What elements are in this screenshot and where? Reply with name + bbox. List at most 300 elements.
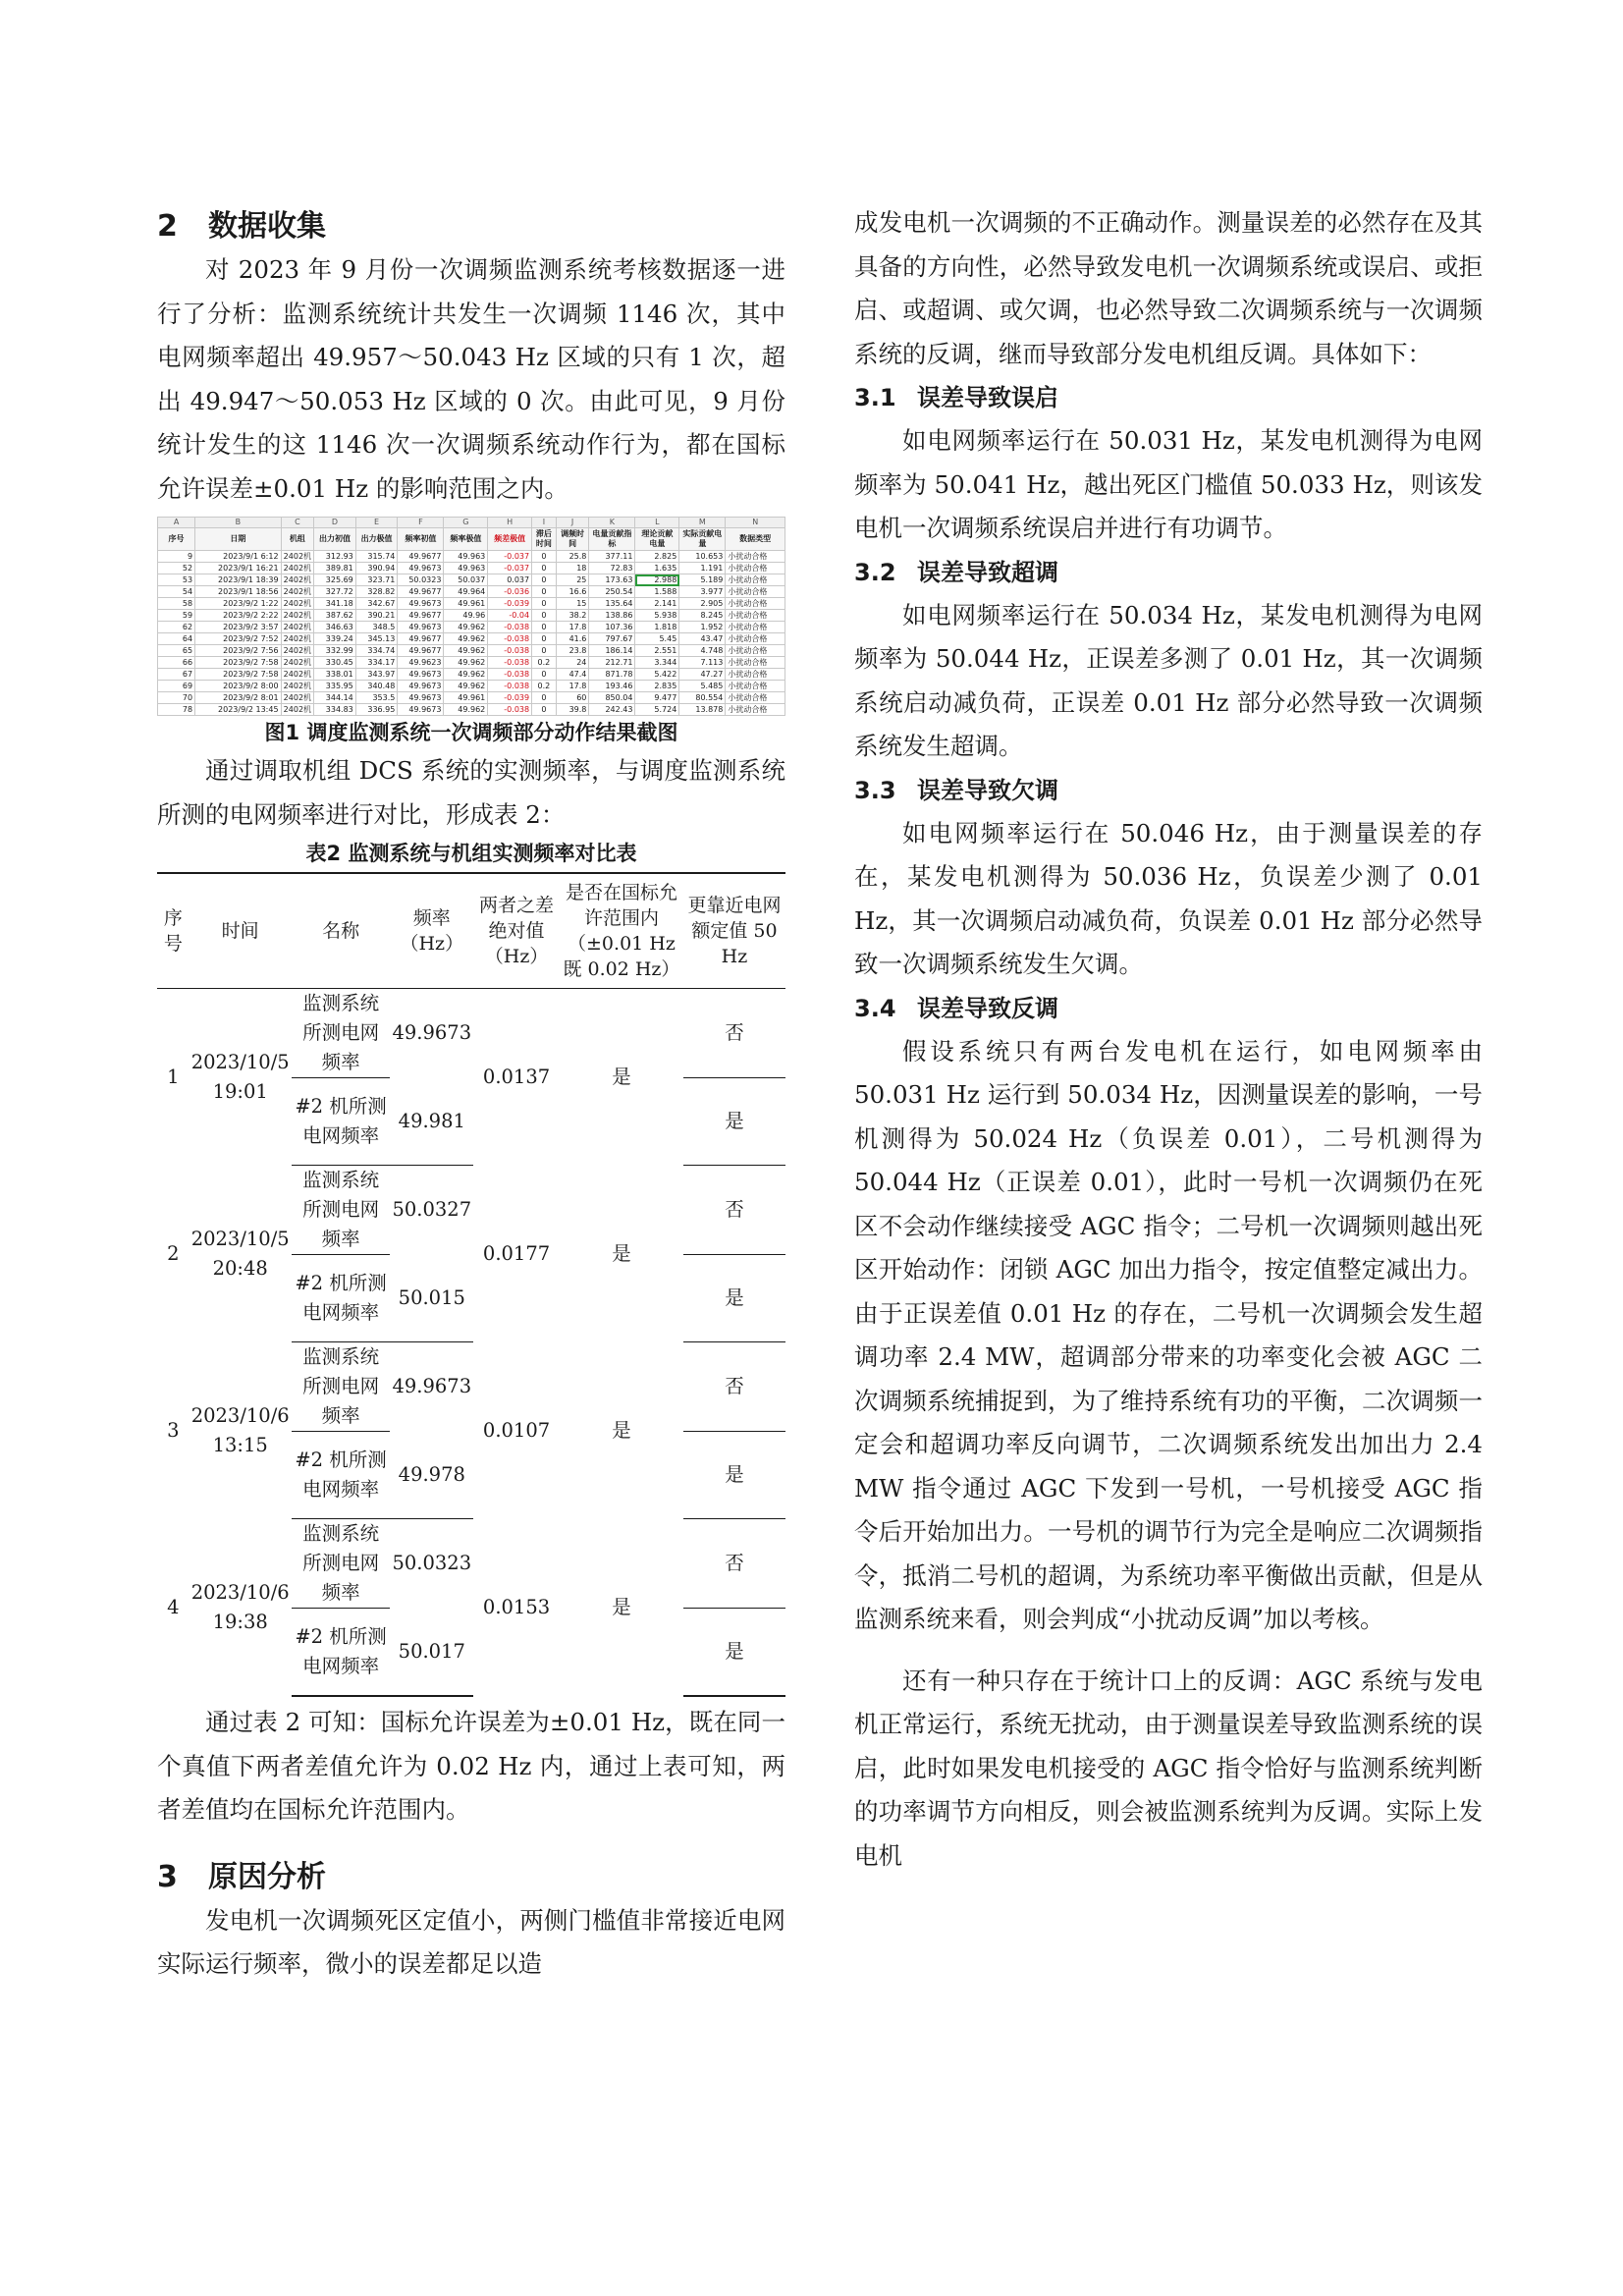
sheet-cell[interactable]: 49.9623 xyxy=(398,657,444,669)
table-header: 名称 xyxy=(292,873,391,989)
sheet-cell[interactable]: 18 xyxy=(556,563,589,574)
row-name: 监测系统所测电网频率 xyxy=(292,1519,391,1609)
subsection-3-1-text: 如电网频率运行在 50.031 Hz，某发电机测得为电网频率为 50.041 Hz，越出死区门槛值 50.033 Hz，则该发电机一次调频系统误启并进行有功调节。 xyxy=(854,426,1483,542)
sheet-cell[interactable]: 1.952 xyxy=(679,622,726,633)
sheet-cell[interactable]: 7.113 xyxy=(679,657,726,669)
sheet-cell[interactable]: 389.81 xyxy=(314,563,356,574)
sheet-cell[interactable]: 43.47 xyxy=(679,633,726,645)
sheet-cell[interactable]: 871.78 xyxy=(589,669,635,681)
figure-1 xyxy=(157,517,785,749)
column-letter[interactable]: H xyxy=(488,518,532,528)
row-time: 2023/10/6 13:15 xyxy=(190,1403,290,1456)
row-number: 2 xyxy=(167,1241,180,1265)
sheet-cell[interactable]: 53 xyxy=(158,574,195,586)
sheet-header-cell[interactable]: 数据类型 xyxy=(726,528,785,551)
sheet-cell[interactable]: 242.43 xyxy=(589,704,635,716)
row-difference: 0.0137 xyxy=(482,1065,551,1088)
sheet-cell[interactable]: 315.74 xyxy=(355,551,398,563)
sheet-cell[interactable]: 49.964 xyxy=(444,586,488,598)
sheet-cell[interactable]: 62 xyxy=(158,622,195,633)
sheet-cell[interactable]: 2.141 xyxy=(635,598,679,610)
sheet-cell[interactable]: 0.2 xyxy=(532,681,557,692)
sheet-cell[interactable]: 107.36 xyxy=(589,622,635,633)
column-letter[interactable]: K xyxy=(589,518,635,528)
sheet-cell[interactable]: 335.95 xyxy=(314,681,356,692)
row-number: 3 xyxy=(167,1418,180,1442)
row-frequency: 50.015 xyxy=(390,1255,473,1342)
sheet-cell[interactable]: 17.8 xyxy=(556,681,589,692)
column-letter[interactable]: L xyxy=(635,518,679,528)
table-2-caption: 表2 监测系统与机组实测频率对比表 xyxy=(305,842,637,865)
table-header: 是否在国标允许范围内（±0.01 Hz 既 0.02 Hz） xyxy=(560,873,683,989)
sheet-cell[interactable]: 65 xyxy=(158,645,195,657)
sheet-cell[interactable]: -0.039 xyxy=(488,692,532,704)
sheet-cell[interactable]: 325.69 xyxy=(314,574,356,586)
sheet-cell[interactable]: 0 xyxy=(532,633,557,645)
sheet-cell[interactable]: 334.83 xyxy=(314,704,356,716)
sheet-cell[interactable]: 340.48 xyxy=(355,681,398,692)
sheet-cell[interactable]: 0 xyxy=(532,598,557,610)
sheet-cell[interactable]: 64 xyxy=(158,633,195,645)
row-frequency: 49.981 xyxy=(390,1078,473,1166)
sheet-row xyxy=(158,586,785,598)
sheet-cell[interactable]: 2023/9/2 1:22 xyxy=(195,598,281,610)
row-closer: 是 xyxy=(683,1432,785,1519)
sheet-cell[interactable]: 49.962 xyxy=(444,645,488,657)
left-column xyxy=(157,201,785,1987)
sheet-cell[interactable]: 49.9673 xyxy=(398,669,444,681)
sheet-cell[interactable]: 49.962 xyxy=(444,681,488,692)
sheet-cell[interactable]: 312.93 xyxy=(314,551,356,563)
sheet-cell[interactable]: 2023/9/2 7:56 xyxy=(195,645,281,657)
subsection-3-3-text: 如电网频率运行在 50.046 Hz，由于测量误差的存在，某发电机测得为 50.036 Hz，负误差少测了 0.01 Hz，其一次调频启动减负荷，负误差 0.01 Hz 部分必然导致一次调频系统发生欠调。 xyxy=(854,818,1483,978)
sheet-cell[interactable]: 2023/9/1 18:56 xyxy=(195,586,281,598)
table-2 xyxy=(157,872,785,1697)
column-letter[interactable]: A xyxy=(158,518,195,528)
row-within-range: 是 xyxy=(612,1595,631,1618)
sheet-row xyxy=(158,645,785,657)
row-time: 2023/10/6 19:38 xyxy=(190,1580,290,1633)
sheet-cell[interactable]: 49.9677 xyxy=(398,645,444,657)
sheet-header-cell[interactable]: 频差极值 xyxy=(488,528,532,551)
sheet-cell[interactable]: 390.21 xyxy=(355,610,398,622)
sheet-cell[interactable]: 0 xyxy=(532,551,557,563)
sheet-row xyxy=(158,610,785,622)
sheet-cell[interactable]: 3.344 xyxy=(635,657,679,669)
sheet-cell[interactable]: 0 xyxy=(532,610,557,622)
sheet-cell[interactable]: 49.962 xyxy=(444,669,488,681)
column-letter[interactable]: F xyxy=(398,518,444,528)
sheet-row xyxy=(158,598,785,610)
sheet-cell[interactable]: 0 xyxy=(532,704,557,716)
sheet-cell[interactable]: 1.818 xyxy=(635,622,679,633)
section-2-paragraph-1: 对 2023 年 9 月份一次调频监测系统考核数据逐一进行了分析：监测系统统计共发生一次调频 1146 次，其中电网频率超出 49.957～50.043 Hz 区域的只有 1 次，超出 49.947～50.053 Hz 区域的 0 次。由此可见，9 月份统计发生的这 1146 次一次调频系统动作行为，都在国标允许误差±0.01 Hz 的影响范围之内。 xyxy=(157,255,785,503)
sheet-cell[interactable]: 78 xyxy=(158,704,195,716)
sheet-cell[interactable]: 212.71 xyxy=(589,657,635,669)
sheet-cell[interactable]: 小扰动合格 xyxy=(726,622,785,633)
row-difference: 0.0153 xyxy=(482,1595,551,1618)
sheet-cell[interactable]: 353.5 xyxy=(355,692,398,704)
sheet-header-cell[interactable]: 电量贡献指标 xyxy=(589,528,635,551)
sheet-cell[interactable]: 138.86 xyxy=(589,610,635,622)
column-letter[interactable]: J xyxy=(556,518,589,528)
sheet-cell[interactable]: 小扰动合格 xyxy=(726,610,785,622)
sheet-cell[interactable]: 193.46 xyxy=(589,681,635,692)
section-title: 原因分析 xyxy=(208,1859,326,1894)
section-3-heading xyxy=(157,1858,785,1897)
section-title: 数据收集 xyxy=(208,209,326,244)
sheet-cell[interactable]: 0 xyxy=(532,645,557,657)
sheet-cell[interactable]: 328.82 xyxy=(355,586,398,598)
sheet-cell[interactable]: 2023/9/2 7:58 xyxy=(195,657,281,669)
sheet-cell[interactable]: 2023/9/2 7:52 xyxy=(195,633,281,645)
section-3-paragraph-1-end: 成发电机一次调频的不正确动作。测量误差的必然存在及其具备的方向性，必然导致发电机一次调频系统或误启、或拒启、或超调、或欠调，也必然导致二次调频系统与一次调频系统的反调，继而导致部分发电机组反调。具体如下： xyxy=(854,208,1483,368)
sheet-cell[interactable]: 69 xyxy=(158,681,195,692)
sheet-cell[interactable]: 1.588 xyxy=(635,586,679,598)
sheet-cell[interactable]: 10.653 xyxy=(679,551,726,563)
sheet-cell[interactable]: 1.191 xyxy=(679,563,726,574)
sheet-cell[interactable]: 49.962 xyxy=(444,657,488,669)
sheet-cell[interactable]: 2023/9/2 7:58 xyxy=(195,669,281,681)
sheet-cell[interactable]: 0.2 xyxy=(532,657,557,669)
sheet-cell[interactable]: 15 xyxy=(556,598,589,610)
sheet-cell[interactable]: 323.71 xyxy=(355,574,398,586)
sheet-cell[interactable]: 2023/9/1 16:21 xyxy=(195,563,281,574)
row-frequency: 50.017 xyxy=(390,1609,473,1697)
sheet-cell[interactable]: 332.99 xyxy=(314,645,356,657)
sheet-cell[interactable]: 49.962 xyxy=(444,622,488,633)
sheet-cell[interactable]: 327.72 xyxy=(314,586,356,598)
row-number: 1 xyxy=(167,1065,180,1088)
sheet-cell[interactable]: 小扰动合格 xyxy=(726,633,785,645)
row-name: #2 机所测电网频率 xyxy=(292,1432,391,1519)
sheet-cell[interactable]: 49.9677 xyxy=(398,633,444,645)
column-letter[interactable]: C xyxy=(281,518,314,528)
sheet-header-cell[interactable]: 滞后时间 xyxy=(532,528,557,551)
sheet-cell[interactable]: 2023/9/2 2:22 xyxy=(195,610,281,622)
sheet-cell[interactable]: 2402机 xyxy=(281,645,314,657)
subsection-number: 3.3 xyxy=(854,776,896,804)
sheet-cell[interactable]: 5.724 xyxy=(635,704,679,716)
sheet-cell[interactable]: 1.635 xyxy=(635,563,679,574)
sheet-header-cell[interactable]: 频率初值 xyxy=(398,528,444,551)
row-name: 监测系统所测电网频率 xyxy=(292,1166,391,1255)
sheet-row xyxy=(158,704,785,716)
sheet-cell[interactable]: 49.9677 xyxy=(398,551,444,563)
column-letter[interactable]: I xyxy=(532,518,557,528)
sheet-cell[interactable]: -0.038 xyxy=(488,645,532,657)
row-name: #2 机所测电网频率 xyxy=(292,1255,391,1342)
row-frequency: 49.978 xyxy=(390,1432,473,1519)
sheet-cell[interactable]: 341.18 xyxy=(314,598,356,610)
sheet-cell[interactable]: -0.038 xyxy=(488,657,532,669)
sheet-cell[interactable]: -0.036 xyxy=(488,586,532,598)
sheet-cell[interactable]: -0.038 xyxy=(488,669,532,681)
sheet-cell[interactable]: 2402机 xyxy=(281,692,314,704)
sheet-cell[interactable]: 小扰动合格 xyxy=(726,598,785,610)
subsection-number: 3.1 xyxy=(854,384,896,411)
sheet-cell[interactable]: 9.477 xyxy=(635,692,679,704)
section-3-last-paragraph: 还有一种只存在于统计口上的反调：AGC 系统与发电机正常运行，系统无扰动，由于测量误差导致监测系统的误启，此时如果发电机接受的 AGC 指令恰好与监测系统判断的功率调节方向相反，则会被监测系统判为反调。实际上发电机 xyxy=(854,1666,1483,1870)
sheet-cell[interactable]: 2402机 xyxy=(281,598,314,610)
sheet-cell[interactable]: 5.938 xyxy=(635,610,679,622)
sheet-cell[interactable]: 小扰动合格 xyxy=(726,681,785,692)
sheet-cell[interactable]: 39.8 xyxy=(556,704,589,716)
sheet-cell[interactable]: 49.96 xyxy=(444,610,488,622)
sheet-cell[interactable]: -0.037 xyxy=(488,551,532,563)
sheet-row xyxy=(158,669,785,681)
sheet-cell[interactable]: 49.9673 xyxy=(398,681,444,692)
sheet-cell[interactable]: 343.97 xyxy=(355,669,398,681)
row-closer: 否 xyxy=(683,1519,785,1609)
subsection-number: 3.4 xyxy=(854,994,896,1022)
sheet-cell[interactable]: -0.038 xyxy=(488,622,532,633)
sheet-cell[interactable]: 49.962 xyxy=(444,704,488,716)
column-letter[interactable]: B xyxy=(195,518,281,528)
sheet-cell[interactable]: 49.9673 xyxy=(398,598,444,610)
sheet-cell[interactable]: 2023/9/1 6:12 xyxy=(195,551,281,563)
sheet-cell[interactable]: 60 xyxy=(556,692,589,704)
sheet-cell[interactable]: 小扰动合格 xyxy=(726,669,785,681)
sheet-row xyxy=(158,574,785,586)
sheet-cell[interactable]: 9 xyxy=(158,551,195,563)
sheet-cell[interactable]: 2023/9/2 8:00 xyxy=(195,681,281,692)
sheet-cell[interactable]: 346.63 xyxy=(314,622,356,633)
sheet-cell[interactable]: 2402机 xyxy=(281,657,314,669)
sheet-header-cell[interactable]: 理论贡献电量 xyxy=(635,528,679,551)
row-closer: 否 xyxy=(683,1342,785,1432)
sheet-header-cell[interactable]: 机组 xyxy=(281,528,314,551)
sheet-cell[interactable]: -0.037 xyxy=(488,563,532,574)
sheet-cell[interactable]: 336.95 xyxy=(355,704,398,716)
sheet-cell[interactable]: 52 xyxy=(158,563,195,574)
sheet-header-cell[interactable]: 出力初值 xyxy=(314,528,356,551)
sheet-cell[interactable]: 49.9673 xyxy=(398,704,444,716)
sheet-cell[interactable]: 2023/9/2 8:01 xyxy=(195,692,281,704)
sheet-cell[interactable]: 186.14 xyxy=(589,645,635,657)
subsection-3-1-heading xyxy=(854,378,1483,417)
sheet-cell[interactable]: 250.54 xyxy=(589,586,635,598)
sheet-cell[interactable]: 387.62 xyxy=(314,610,356,622)
sheet-cell[interactable]: 49.962 xyxy=(444,633,488,645)
sheet-header-cell[interactable]: 调频时间 xyxy=(556,528,589,551)
sheet-cell[interactable]: 41.6 xyxy=(556,633,589,645)
sheet-cell[interactable]: 49.9677 xyxy=(398,586,444,598)
sheet-cell[interactable]: 342.67 xyxy=(355,598,398,610)
sheet-cell[interactable]: 5.45 xyxy=(635,633,679,645)
subsection-title: 误差导致反调 xyxy=(917,994,1058,1022)
sheet-cell[interactable]: 2.551 xyxy=(635,645,679,657)
sheet-cell[interactable]: 49.961 xyxy=(444,692,488,704)
sheet-cell[interactable]: 小扰动合格 xyxy=(726,574,785,586)
sheet-cell[interactable]: 2402机 xyxy=(281,669,314,681)
table-header: 两者之差绝对值（Hz） xyxy=(473,873,560,989)
sheet-cell[interactable]: 23.8 xyxy=(556,645,589,657)
sheet-cell[interactable]: 49.9673 xyxy=(398,692,444,704)
sheet-cell[interactable]: 70 xyxy=(158,692,195,704)
sheet-cell[interactable]: 2402机 xyxy=(281,551,314,563)
sheet-cell[interactable]: 2.835 xyxy=(635,681,679,692)
sheet-cell[interactable]: 16.6 xyxy=(556,586,589,598)
sheet-cell[interactable]: 80.554 xyxy=(679,692,726,704)
column-letter[interactable]: M xyxy=(679,518,726,528)
sheet-row xyxy=(158,551,785,563)
row-closer: 是 xyxy=(683,1078,785,1166)
row-within-range: 是 xyxy=(612,1418,631,1442)
subsection-number: 3.2 xyxy=(854,558,896,586)
sheet-cell[interactable]: 0 xyxy=(532,622,557,633)
subsection-3-2-text: 如电网频率运行在 50.034 Hz，某发电机测得为电网频率为 50.044 Hz，正误差多测了 0.01 Hz，其一次调频系统启动减负荷，正误差 0.01 Hz 部分必然导致一次调频系统发生超调。 xyxy=(854,600,1483,760)
sheet-cell[interactable]: 小扰动合格 xyxy=(726,645,785,657)
sheet-row xyxy=(158,681,785,692)
sheet-cell[interactable]: 38.2 xyxy=(556,610,589,622)
sheet-cell[interactable]: 2.825 xyxy=(635,551,679,563)
sheet-cell[interactable]: 2023/9/2 13:45 xyxy=(195,704,281,716)
sheet-cell[interactable]: 377.11 xyxy=(589,551,635,563)
table-row xyxy=(157,1166,785,1255)
sheet-cell[interactable]: 0.037 xyxy=(488,574,532,586)
row-name: 监测系统所测电网频率 xyxy=(292,1342,391,1432)
sheet-cell[interactable]: 2402机 xyxy=(281,586,314,598)
sheet-cell[interactable]: 5.189 xyxy=(679,574,726,586)
sheet-cell[interactable]: 0 xyxy=(532,669,557,681)
sheet-header-cell[interactable]: 日期 xyxy=(195,528,281,551)
sheet-header-cell[interactable]: 出力极值 xyxy=(355,528,398,551)
column-letter[interactable]: G xyxy=(444,518,488,528)
table-row xyxy=(157,989,785,1078)
sheet-cell[interactable]: 67 xyxy=(158,669,195,681)
sheet-header-cell[interactable]: 频率极值 xyxy=(444,528,488,551)
column-letter[interactable]: E xyxy=(355,518,398,528)
sheet-cell[interactable]: 小扰动合格 xyxy=(726,692,785,704)
sheet-cell[interactable]: 72.83 xyxy=(589,563,635,574)
sheet-cell[interactable]: 2402机 xyxy=(281,610,314,622)
sheet-cell[interactable]: -0.038 xyxy=(488,704,532,716)
sheet-cell[interactable]: 49.9673 xyxy=(398,563,444,574)
sheet-cell[interactable]: 850.04 xyxy=(589,692,635,704)
sheet-cell[interactable]: 2.905 xyxy=(679,598,726,610)
sheet-row xyxy=(158,692,785,704)
sheet-cell[interactable]: -0.04 xyxy=(488,610,532,622)
subsection-title: 误差导致超调 xyxy=(917,558,1058,586)
sheet-cell[interactable]: 小扰动合格 xyxy=(726,563,785,574)
sheet-cell[interactable]: 3.977 xyxy=(679,586,726,598)
row-frequency: 49.9673 xyxy=(392,1021,472,1045)
sheet-cell[interactable]: 50.0323 xyxy=(398,574,444,586)
sheet-cell[interactable]: 17.8 xyxy=(556,622,589,633)
sheet-cell[interactable]: 0 xyxy=(532,563,557,574)
row-name: #2 机所测电网频率 xyxy=(292,1078,391,1166)
sheet-cell[interactable]: 13.878 xyxy=(679,704,726,716)
section-2-paragraph-3: 通过表 2 可知：国标允许误差为±0.01 Hz，既在同一个真值下两者差值允许为 0.02 Hz 内，通过上表可知，两者差值均在国标允许范围内。 xyxy=(157,1708,785,1824)
sheet-cell[interactable]: 2.988 xyxy=(635,574,679,586)
sheet-cell[interactable]: 330.45 xyxy=(314,657,356,669)
sheet-cell[interactable]: 4.748 xyxy=(679,645,726,657)
sheet-cell[interactable]: 2402机 xyxy=(281,622,314,633)
sheet-cell[interactable]: 47.4 xyxy=(556,669,589,681)
sheet-cell[interactable]: 49.9677 xyxy=(398,610,444,622)
column-letter[interactable]: D xyxy=(314,518,356,528)
sheet-cell[interactable]: 797.67 xyxy=(589,633,635,645)
sheet-cell[interactable]: 135.64 xyxy=(589,598,635,610)
sheet-cell[interactable]: 5.422 xyxy=(635,669,679,681)
sheet-cell[interactable]: 173.63 xyxy=(589,574,635,586)
sheet-cell[interactable]: -0.039 xyxy=(488,598,532,610)
sheet-cell[interactable]: 小扰动合格 xyxy=(726,704,785,716)
row-difference: 0.0107 xyxy=(482,1418,551,1442)
sheet-cell[interactable]: 345.13 xyxy=(355,633,398,645)
section-3-paragraph-1-start: 发电机一次调频死区定值小，两侧门槛值非常接近电网实际运行频率，微小的误差都足以造 xyxy=(157,1905,785,1978)
sheet-cell[interactable]: 2402机 xyxy=(281,563,314,574)
row-closer: 否 xyxy=(683,1166,785,1255)
right-column xyxy=(854,201,1483,1878)
sheet-cell[interactable]: 49.963 xyxy=(444,551,488,563)
sheet-cell[interactable]: -0.038 xyxy=(488,633,532,645)
sheet-cell[interactable]: 344.14 xyxy=(314,692,356,704)
sheet-cell[interactable]: 348.5 xyxy=(355,622,398,633)
sheet-cell[interactable]: 54 xyxy=(158,586,195,598)
sheet-cell[interactable]: 338.01 xyxy=(314,669,356,681)
sheet-cell[interactable]: 2402机 xyxy=(281,574,314,586)
sheet-cell[interactable]: 小扰动合格 xyxy=(726,586,785,598)
sheet-cell[interactable]: 334.74 xyxy=(355,645,398,657)
sheet-cell[interactable]: 49.961 xyxy=(444,598,488,610)
sheet-cell[interactable]: 0 xyxy=(532,586,557,598)
sheet-cell[interactable]: 390.94 xyxy=(355,563,398,574)
row-difference: 0.0177 xyxy=(482,1241,551,1265)
sheet-cell[interactable]: 339.24 xyxy=(314,633,356,645)
sheet-row xyxy=(158,633,785,645)
table-header: 序号 xyxy=(157,873,189,989)
sheet-cell[interactable]: 2023/9/2 3:57 xyxy=(195,622,281,633)
column-letter[interactable]: N xyxy=(726,518,785,528)
table-header: 时间 xyxy=(189,873,292,989)
sheet-cell[interactable]: -0.038 xyxy=(488,681,532,692)
sheet-cell[interactable]: 8.245 xyxy=(679,610,726,622)
sheet-cell[interactable]: 58 xyxy=(158,598,195,610)
sheet-cell[interactable]: 24 xyxy=(556,657,589,669)
sheet-cell[interactable]: 小扰动合格 xyxy=(726,657,785,669)
sheet-cell[interactable]: 2023/9/1 18:39 xyxy=(195,574,281,586)
sheet-header-cell[interactable]: 序号 xyxy=(158,528,195,551)
sheet-cell[interactable]: 47.27 xyxy=(679,669,726,681)
sheet-cell[interactable]: 49.963 xyxy=(444,563,488,574)
sheet-cell[interactable]: 25 xyxy=(556,574,589,586)
sheet-cell[interactable]: 5.485 xyxy=(679,681,726,692)
sheet-cell[interactable]: 25.8 xyxy=(556,551,589,563)
sheet-cell[interactable]: 2402机 xyxy=(281,681,314,692)
table-header: 频率（Hz） xyxy=(390,873,473,989)
sheet-cell[interactable]: 49.9673 xyxy=(398,622,444,633)
section-number: 3 xyxy=(157,1859,178,1894)
sheet-cell[interactable]: 66 xyxy=(158,657,195,669)
row-number: 4 xyxy=(167,1595,180,1618)
sheet-cell[interactable]: 334.17 xyxy=(355,657,398,669)
row-within-range: 是 xyxy=(612,1241,631,1265)
sheet-cell[interactable]: 2402机 xyxy=(281,704,314,716)
sheet-cell[interactable]: 59 xyxy=(158,610,195,622)
sheet-row xyxy=(158,657,785,669)
sheet-cell[interactable]: 50.037 xyxy=(444,574,488,586)
sheet-cell[interactable]: 2402机 xyxy=(281,633,314,645)
sheet-cell[interactable]: 0 xyxy=(532,692,557,704)
sheet-row xyxy=(158,563,785,574)
row-frequency: 50.0327 xyxy=(392,1198,472,1222)
sheet-row xyxy=(158,622,785,633)
sheet-cell[interactable]: 小扰动合格 xyxy=(726,551,785,563)
sheet-header-cell[interactable]: 实际贡献电量 xyxy=(679,528,726,551)
sheet-cell[interactable]: 0 xyxy=(532,574,557,586)
